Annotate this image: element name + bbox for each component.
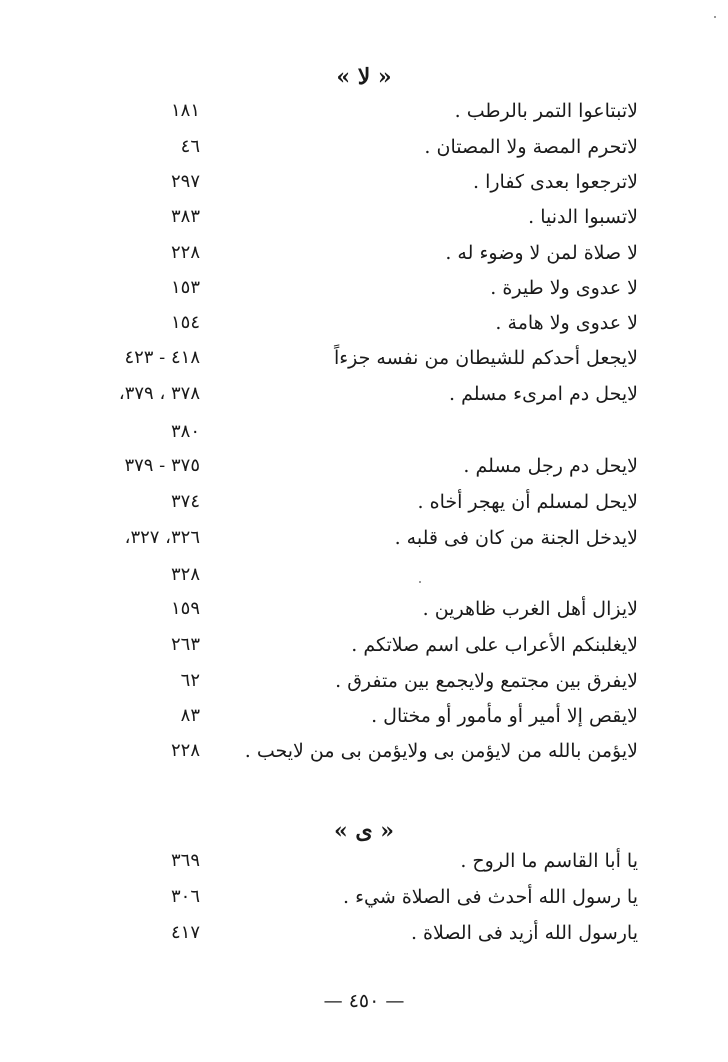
index-entry [0, 527, 728, 561]
entry-pages: ٢٢٨ [170, 242, 200, 263]
section-heading-ya: « ى » [333, 818, 395, 844]
entry-text: لاتحرم المصة ولا المصتان . [424, 136, 638, 158]
entry-pages: ٢٦٣ [170, 634, 200, 655]
index-entry [0, 740, 728, 774]
entry-pages: ٤١٧ [170, 922, 200, 943]
index-entry-continuation [0, 564, 728, 598]
index-entry [0, 242, 728, 276]
index-entry [0, 171, 728, 205]
entry-pages: ١٨١ [170, 100, 200, 121]
index-entry [0, 670, 728, 704]
index-entry [0, 100, 728, 134]
entry-pages: ٣٨٣ [170, 206, 200, 227]
entry-text: لايقص إلا أمير أو مأمور أو مختال . [371, 705, 638, 727]
section-heading-la: « لا » [336, 64, 392, 90]
entry-text: لايجعل أحدكم للشيطان من نفسه جزءاً [333, 347, 638, 369]
entry-pages: ٣٧٨ ، ٣٧٩، [118, 383, 200, 404]
entry-text: لايحل لمسلم أن يهجر أخاه . [417, 491, 638, 513]
index-entry [0, 886, 728, 920]
scan-speck [419, 581, 421, 583]
entry-pages: ٤١٨ - ٤٢٣ [124, 347, 200, 368]
entry-text: لايحل دم رجل مسلم . [463, 455, 638, 477]
index-entry [0, 277, 728, 311]
entry-pages: ٣٧٤ [170, 491, 200, 512]
index-entry [0, 850, 728, 884]
entry-text: يارسول الله أزيد فى الصلاة . [410, 922, 638, 944]
index-entry [0, 347, 728, 381]
index-entry [0, 634, 728, 668]
entry-text: لا عدوى ولا طيرة . [490, 277, 638, 299]
index-entry [0, 598, 728, 632]
entry-text: لاترجعوا بعدى كفارا . [473, 171, 638, 193]
index-entry [0, 922, 728, 956]
entry-pages: ٣٠٦ [170, 886, 200, 907]
entry-text: لايدخل الجنة من كان فى قلبه . [394, 527, 638, 549]
entry-pages: ٣٢٦، ٣٢٧، [124, 527, 200, 548]
entry-pages: ٣٢٨ [170, 564, 200, 585]
entry-text: لايفرق بين مجتمع ولايجمع بين متفرق . [335, 670, 638, 692]
entry-pages: ٣٨٠ [170, 421, 200, 442]
index-entry [0, 206, 728, 240]
index-entry [0, 491, 728, 525]
entry-pages: ٨٣ [180, 705, 200, 726]
entry-text: لاتبتاعوا التمر بالرطب . [454, 100, 638, 122]
entry-text: لايؤمن بالله من لايؤمن بى ولايؤمن بى من لايحب . [244, 740, 638, 762]
entry-pages: ٢٩٧ [170, 171, 200, 192]
entry-pages: ٣٧٥ - ٣٧٩ [124, 455, 200, 476]
entry-text: لايزال أهل الغرب ظاهرين . [422, 598, 638, 620]
entry-text: لايغلبنكم الأعراب على اسم صلاتكم . [351, 634, 638, 656]
entry-text: يا رسول الله أحدث فى الصلاة شيء . [343, 886, 638, 908]
entry-text: لا صلاة لمن لا وضوء له . [445, 242, 638, 264]
entry-pages: ٤٦ [180, 136, 200, 157]
index-entry [0, 136, 728, 170]
entry-pages: ١٥٣ [170, 277, 200, 298]
entry-pages: ٦٢ [180, 670, 200, 691]
entry-text: لايحل دم امرىء مسلم . [448, 383, 638, 405]
entry-text: لا عدوى ولا هامة . [495, 312, 638, 334]
entry-pages: ٢٢٨ [170, 740, 200, 761]
index-entry [0, 705, 728, 739]
entry-pages: ١٥٩ [170, 598, 200, 619]
index-entry [0, 455, 728, 489]
page-number: — ٤٥٠ — [323, 990, 405, 1012]
index-entry [0, 383, 728, 417]
index-entry-continuation [0, 421, 728, 455]
entry-pages: ٣٦٩ [170, 850, 200, 871]
index-entry [0, 312, 728, 346]
entry-text: يا أبا القاسم ما الروح . [460, 850, 638, 872]
scan-speck [714, 16, 716, 18]
entry-pages: ١٥٤ [170, 312, 200, 333]
entry-text: لاتسبوا الدنيا . [528, 206, 638, 228]
